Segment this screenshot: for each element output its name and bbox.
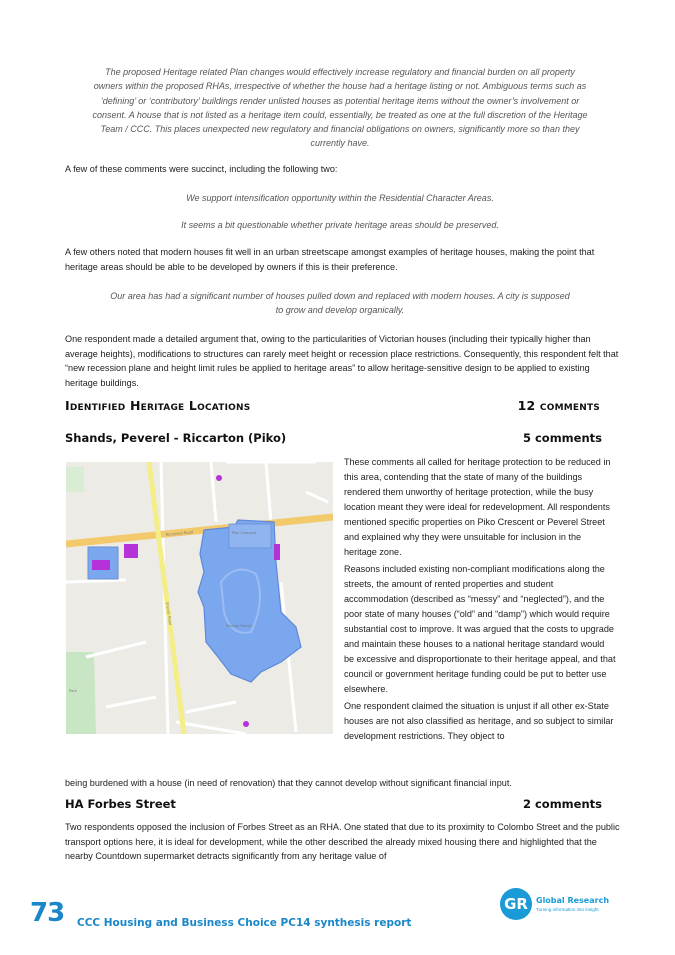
forbes-paragraph: Two respondents opposed the inclusion of Forbes Street as an RHA. One stated that due to its proximity to Colombo Street and the public transport options here, it is ideal for development, while the other described the already mixed housing there and highlighted that the nearby Countdown supermarket detracts significantly from any heritage value of xyxy=(65,822,620,862)
quote-block-4: Our area has had a significant number of houses pulled down and replaced with modern houses. A city is supposed to grow and develop organically. xyxy=(110,291,570,316)
map-heritage-item xyxy=(92,560,110,570)
heritage-area-map xyxy=(66,462,333,734)
map-label: Riccarton Road xyxy=(165,530,194,537)
map-label: Park xyxy=(69,689,77,693)
shands-text-column xyxy=(344,455,616,746)
page-number: 73 xyxy=(30,898,65,928)
logo-tagline: Turning information into insight xyxy=(536,907,599,912)
body-paragraph: A few of these comments were succinct, including the following two: xyxy=(65,164,338,174)
shands-paragraph-3-continued: being burdened with a house (in need of renovation) that they cannot develop without significant financial input. xyxy=(65,778,512,788)
subsection-title: HA Forbes Street xyxy=(65,797,176,811)
map-heritage-item xyxy=(274,544,280,560)
map-heritage-subarea xyxy=(229,524,271,548)
shands-paragraph-1: These comments all called for heritage protection to be reduced in this area, contending that the state of many of the buildings rendered them unworthy of heritage protection, while the busy location meant they were ideal for redevelopment. All respondents mentioned specific properties on Piko Crescent or Peverel Street and explained why they were unsuitable for inclusion in the heritage zone. xyxy=(344,457,611,557)
subsection-heading-forbes xyxy=(65,797,602,811)
logo-name: Global Research xyxy=(536,896,610,905)
subsection-title: Shands, Peverel - Riccarton (Piko) xyxy=(65,431,287,445)
body-paragraph: A few others noted that modern houses fit well in an urban streetscape amongst examples of heritage houses, making the point that heritage areas should be able to be developed by owners if this is their preference. xyxy=(65,247,595,272)
map-marker xyxy=(216,475,222,481)
section-count: 12 comments xyxy=(517,398,600,413)
map-label: Piko Crescent xyxy=(232,531,257,535)
map-park xyxy=(66,467,84,492)
map-label: Shands Road xyxy=(165,601,173,626)
subsection-count: 2 comments xyxy=(522,797,602,811)
subsection-count: 5 comments xyxy=(522,431,602,445)
quote-block-1: The proposed Heritage related Plan changes would effectively increase regulatory and financial burden on all property owners within the proposed RHAs, irrespective of whether the house had a heritage listing or not. Ambiguous terms such as ‘defining’ or ‘contributory’ buildings render unlisted houses as potential heritage items without the owner’s involvement or consent. A house that is not listed as a heritage item could, essentially, be treated as one at the full discretion of the Heritage Team / CCC. This places unexpected new regulatory and financial obligations on owners, significantly more so than they currently have. xyxy=(92,67,588,149)
body-paragraph: One respondent made a detailed argument that, owing to the particularities of Victorian houses (including their typically higher than average heights), modifications to structures can rarely meet height or recession place restrictions. Consequently, this respondent felt that “new recession plane and height limit rules be applied to heritage areas” to allow heritage-sensitive design to be applied to existing heritage buildings. xyxy=(65,334,619,388)
quote-block-3: It seems a bit questionable whether private heritage areas should be preserved. xyxy=(181,220,499,230)
section-title: Identified Heritage Locations xyxy=(65,398,251,413)
map-marker xyxy=(243,721,249,727)
section-heading xyxy=(65,398,600,413)
global-research-logo xyxy=(500,888,630,922)
map-heritage-item xyxy=(124,544,138,558)
subsection-heading-shands xyxy=(65,431,602,445)
footer-report-title: CCC Housing and Business Choice PC14 synthesis report xyxy=(77,917,412,929)
map-label: Peverel Street xyxy=(226,624,252,628)
shands-paragraph-3: One respondent claimed the situation is unjust if all other ex-State houses are not also classified as heritage, and so subject to similar development restrictions. They object to xyxy=(344,701,614,741)
shands-paragraph-2: Reasons included existing non-compliant modifications along the streets, the amount of rented properties and student accommodation (described as “messy” and “neglected”), and the poor state of many houses (“old” and “damp”) which would require substantial cost to improve. It was argued that the costs to upgrade and maintain these houses to a national heritage standard would be excessive and disproportionate to their heritage appeal, and that council or government heritage funding could be put to better use elsewhere. xyxy=(344,564,616,694)
logo-mark: GR xyxy=(500,888,532,920)
quote-block-2: We support intensification opportunity within the Residential Character Areas. xyxy=(186,193,494,203)
map-park xyxy=(66,652,96,734)
